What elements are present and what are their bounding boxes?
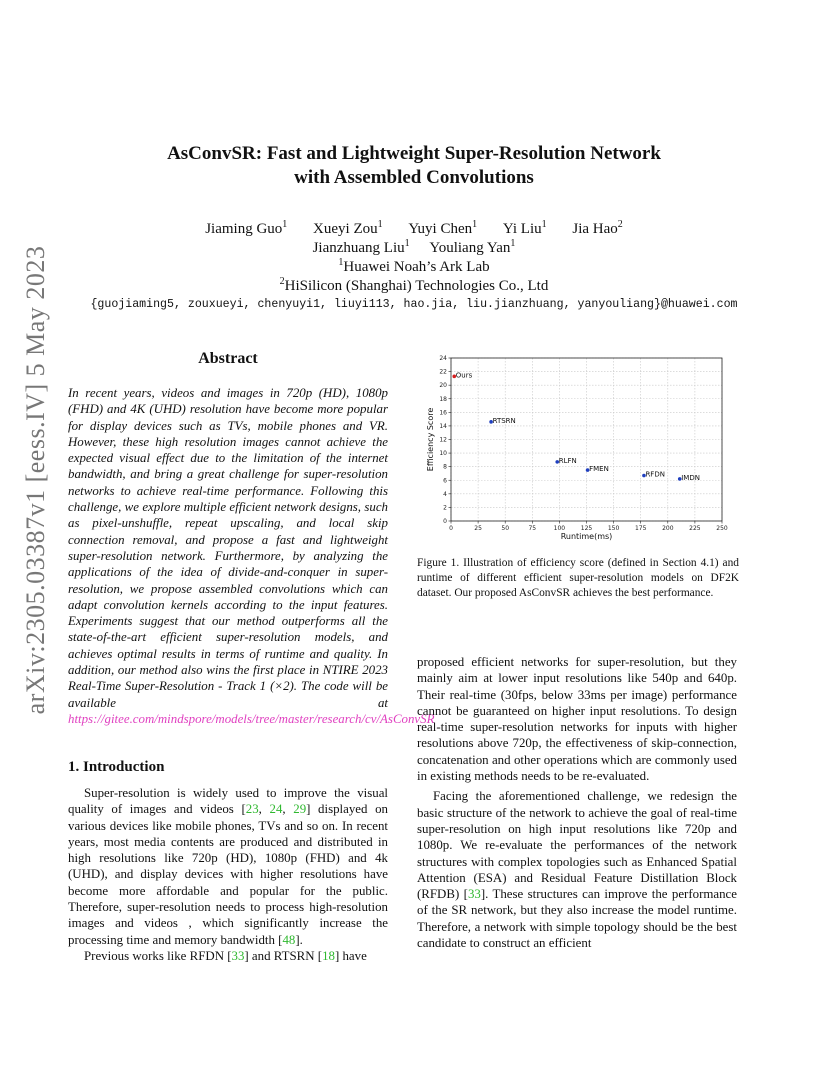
y-tick-label: 8	[443, 463, 447, 471]
citation-link[interactable]: 33	[231, 948, 245, 963]
point-label: RFDN	[645, 470, 665, 479]
x-tick-label: 75	[528, 525, 537, 532]
citation-link[interactable]: 29	[293, 802, 307, 817]
y-tick-label: 20	[439, 382, 447, 390]
arxiv-id: arXiv:2305.03387v1 [eess.IV] 5 May 2023	[21, 245, 50, 715]
citation-link[interactable]: 48	[282, 932, 296, 947]
y-tick-label: 16	[439, 409, 447, 417]
citation-link[interactable]: 24	[269, 802, 283, 817]
figure-1-caption: Figure 1. Illustration of efficiency score (defined in Section 4.1) and runtime of different efficient super-resolution models on DF2K dataset. Our proposed AsConvSR achieves the best performance.	[417, 557, 739, 599]
y-tick-label: 6	[443, 477, 447, 485]
abstract-text: In recent years, videos and images in 720p (HD), 1080p (FHD) and 4K (UHD) resolution have become more popular for display devices such as TVs, mobile phones and VR. However, these high resolution images cannot achieve the expected visual effect due to the limitation of the internet bandwidth, and bring a great challenge for super-resolution networks to achieve real-time performance. Following this challenge, we explore multiple efficient network designs, such as pixel-unshuffle, repeat upscaling, and local skip connection removal, and propose a fast and lightweight super-resolution network. Furthermore, by analyzing the applications of the idea of divide-and-conquer in super-resolution, we propose assembled convolutions which can adapt convolution kernels according to the input features. Experiments suggest that our method outperforms all the state-of-the-art efficient super-resolution models, and achieves optimal results in terms of runtime and quality. In addition, our method also wins the first place in NTIRE 2023 Real-Time Super-Resolution - Track 1 (×2). The code will be available at	[68, 386, 388, 710]
y-tick-label: 10	[439, 450, 447, 458]
author: Yi Liu$^1$	[502, 219, 547, 237]
y-axis-label: Efficiency Score	[426, 407, 435, 472]
x-tick-label: 250	[716, 525, 728, 532]
title-line-1: AsConvSR: Fast and Lightweight Super-Resolution Network	[167, 143, 661, 164]
paragraph: Facing the aforementioned challenge, we redesign the basic structure of the network to achieve the goal of real-time super-resolution on high input resolutions like 720p and 1080p. We re-evaluate the performances of the network structures with complex topologies such as Enhanced Spatial Attention (ESA) and Residual Feature Distillation Block (RFDB) [33]. These structures can improve the performance of the SR network, but they also increase the model runtime. Therefore, a network with simple topology should be the best candidate to construct an efficient	[417, 789, 737, 951]
section-title-introduction: 1. Introduction	[68, 759, 165, 775]
y-tick-label: 24	[439, 355, 447, 362]
introduction-body	[68, 785, 388, 964]
citation-link[interactable]: 18	[322, 948, 335, 963]
paragraph: Previous works like RFDN [33] and RTSRN [18] have	[84, 948, 367, 963]
x-tick-label: 25	[474, 525, 482, 532]
y-tick-label: 4	[443, 490, 447, 498]
point-label: FMEN	[589, 465, 609, 474]
x-tick-label: 100	[553, 525, 566, 532]
author: Xueyi Zou$^1$	[313, 219, 383, 237]
scatter-plot	[420, 350, 750, 545]
author: Youliang Yan$^1$	[429, 238, 516, 256]
author-list-row-2	[0, 239, 828, 258]
x-tick-label: 125	[580, 525, 593, 532]
y-tick-label: 18	[439, 395, 447, 403]
paper-title	[0, 142, 828, 190]
figure-1-chart	[420, 350, 750, 545]
y-tick-label: 2	[443, 504, 447, 512]
abstract-heading: Abstract	[198, 350, 258, 367]
point-label: RLFN	[558, 456, 577, 465]
x-tick-label: 150	[607, 525, 620, 532]
y-tick-label: 22	[439, 368, 447, 376]
affiliation-2: $^2$HiSilicon (Shanghai) Technologies Co., Ltd	[279, 276, 549, 294]
citation-link[interactable]: 23	[245, 802, 259, 817]
x-tick-label: 175	[634, 525, 647, 532]
author: Yuyi Chen$^1$	[408, 219, 478, 237]
author: Jia Hao$^2$	[572, 219, 623, 237]
author-list-row-1	[0, 220, 828, 239]
author: Jiaming Guo$^1$	[205, 219, 288, 237]
code-link[interactable]: https://gitee.com/mindspore/models/tree/master/research/cv/AsConvSR	[68, 711, 435, 726]
y-tick-label: 12	[439, 436, 447, 444]
x-tick-label: 50	[501, 525, 510, 532]
paragraph: Super-resolution is widely used to improve the visual quality of images and videos [23, 24, 29] displayed on various devices like mobile phones, TVs and so on. In recent years, most media contents are produced and distributed in high resolutions like 720p (HD), 1080p (FHD) and 4k (UHD), and display devices with higher resolutions have become more affordable and popular for the public. Therefore, super-resolution needs to process high-resolution images and videos , which significantly increase the processing time and memory bandwidth [48].	[68, 786, 388, 947]
x-tick-label: 200	[662, 525, 674, 532]
citation-link[interactable]: 33	[467, 887, 481, 902]
point-label: IMDN	[681, 473, 700, 482]
y-tick-label: 14	[439, 422, 447, 430]
point-label: Ours	[455, 371, 473, 380]
paragraph: proposed efficient networks for super-resolution, but they mainly aim at lower input resolutions like 540p and 640p. Their real-time (30fps, below 33ms per image) performance cannot be guaranteed on higher input resolutions. To design real-time super-resolution networks for inputs with higher resolutions above 720p, the effectiveness of skip-connection, concatenation and other operations which are commonly used in existing methods needs to be re-evaluated.	[417, 655, 737, 784]
author: Jianzhuang Liu$^1$	[312, 238, 410, 256]
affiliation-1: $^1$Huawei Noah’s Ark Lab	[338, 257, 490, 275]
y-tick-label: 0	[443, 518, 447, 525]
x-tick-label: 0	[449, 525, 453, 532]
x-axis-label: Runtime(ms)	[560, 532, 613, 541]
author-emails: {guojiaming5, zouxueyi, chenyuyi1, liuyi113, hao.jia, liu.jianzhuang, yanyouliang}@huawei.com	[90, 298, 738, 311]
title-line-2: with Assembled Convolutions	[294, 167, 534, 188]
point-label: RTSRN	[492, 416, 516, 425]
right-column-body	[417, 654, 737, 951]
x-tick-label: 225	[689, 525, 701, 532]
